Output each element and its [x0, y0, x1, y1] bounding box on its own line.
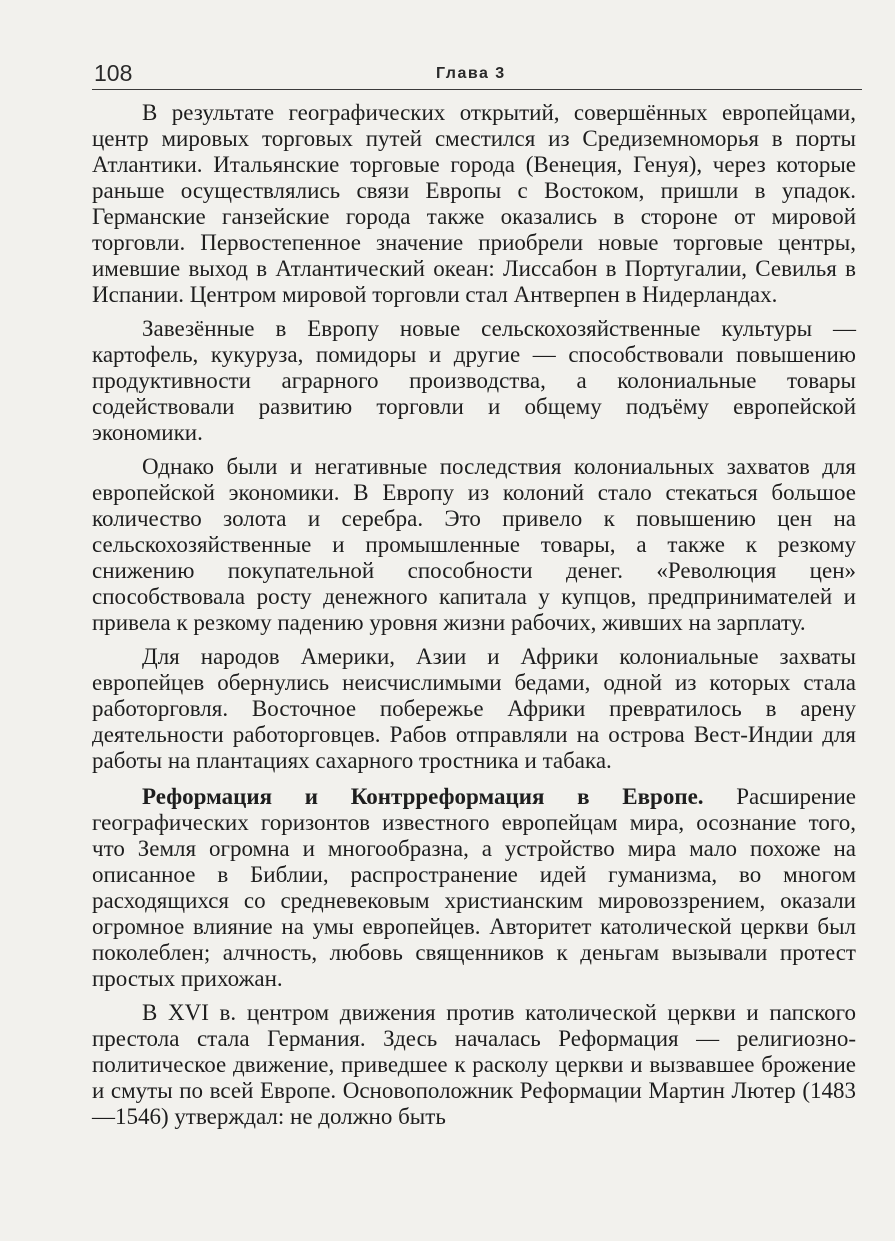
paragraph-luther: [92, 1000, 856, 1130]
paragraph-geographic-discoveries: [92, 100, 856, 308]
paragraph-reformation-intro: [92, 784, 856, 992]
paragraph-text: Завезённые в Европу новые сельскохозяйственные культуры — картофель, кукуруза, помидоры и другие — способствовали повышению продуктивности аграрного производства, а колониальные товары содействовали развитию торговли и общему подъёму европейской экономики.: [92, 316, 856, 445]
page-body: [92, 100, 856, 1130]
running-header: [92, 58, 862, 94]
chapter-title: Глава 3: [436, 65, 506, 82]
section-heading: Реформация и Контрреформация в Европе.: [142, 784, 704, 809]
paragraph-text: В результате географических открытий, совершённых европейцами, центр мировых торговых путей сместился из Средиземноморья в порты Атлантики. Итальянские торговые города (Венеция, Генуя), через которые раньше осуществлялись связи Европы с Востоком, пришли в упадок. Германские ганзейские города также оказались в стороне от мировой торговли. Первостепенное значение приобрели новые торговые центры, имевшие выход в Атлантический океан: Лиссабон в Португалии, Севилья в Испании. Центром мировой торговли стал Антверпен в Нидерландах.: [92, 100, 856, 307]
page-number: 108: [94, 60, 133, 86]
paragraph-new-crops: [92, 316, 856, 446]
paragraph-price-revolution: [92, 454, 856, 636]
paragraph-slave-trade: [92, 644, 856, 774]
paragraph-text: Для народов Америки, Азии и Африки колониальные захваты европейцев обернулись неисчислимыми бедами, одной из которых стала работорговля. Восточное побережье Африки превратилось в арену деятельности работорговцев. Рабов отправляли на острова Вест-Индии для работы на плантациях сахарного тростника и табака.: [92, 644, 856, 773]
paragraph-text: Расширение географических горизонтов известного европейцам мира, осознание того, что Земля огромна и многообразна, а устройство мира мало похоже на описанное в Библии, распространение идей гуманизма, во многом расходящихся со средневековым христианским мировоззрением, оказали огромное влияние на умы европейцев. Авторитет католической церкви был поколеблен; алчность, любовь священников к деньгам вызывали протест простых прихожан.: [92, 784, 857, 991]
paragraph-text: Однако были и негативные последствия колониальных захватов для европейской экономики. В Европу из колоний стало стекаться большое количество золота и серебра. Это привело к повышению цен на сельскохозяйственные и промышленные товары, а также к резкому снижению покупательной способности денег. «Революция цен» способствовала росту денежного капитала у купцов, предпринимателей и привела к резкому падению уровня жизни рабочих, живших на зарплату.: [92, 454, 856, 635]
header-rule: [92, 89, 862, 90]
paragraph-text: В XVI в. центром движения против католической церкви и папского престола стала Германия. Здесь началась Реформация — религиозно-политическое движение, приведшее к расколу церкви и вызвавшее брожение и смуты по всей Европе. Основоположник Реформации Мартин Лютер (1483—1546) утверждал: не должно быть: [92, 1000, 856, 1129]
